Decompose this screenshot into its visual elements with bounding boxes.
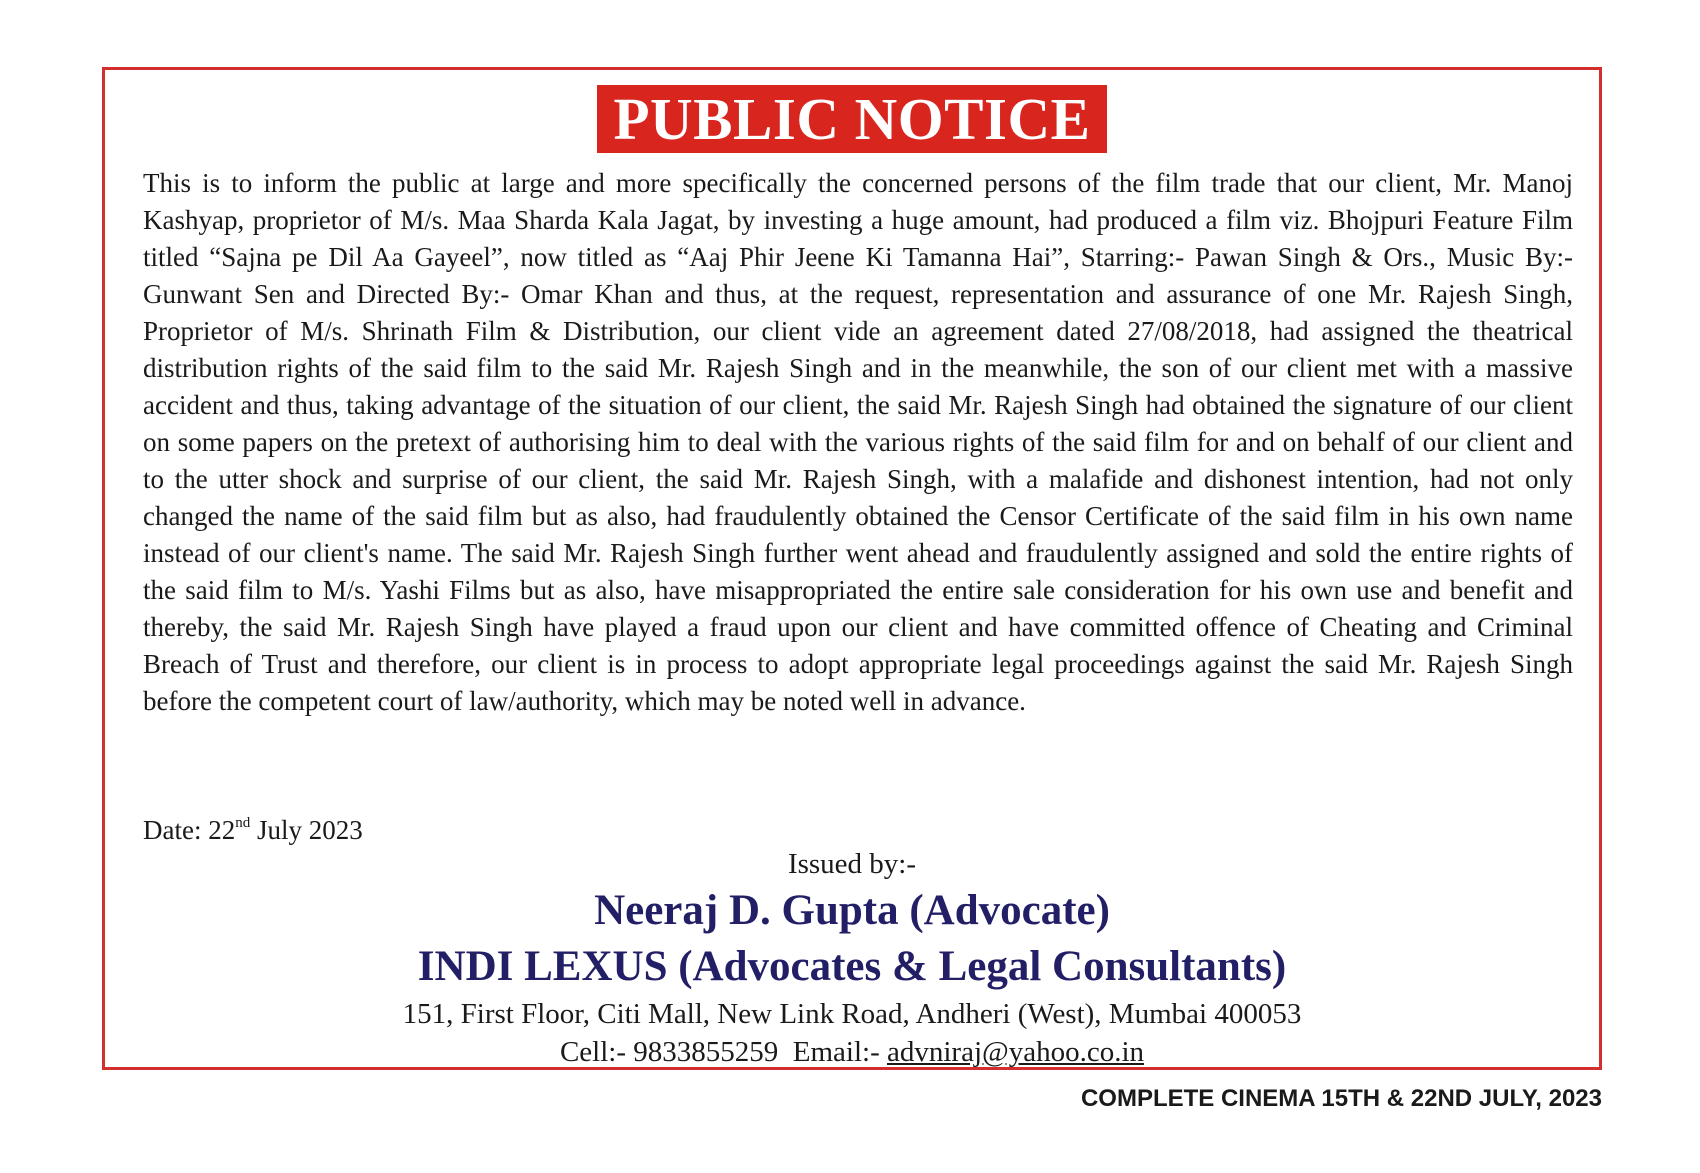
date-rest: July 2023: [250, 815, 363, 845]
notice-title: PUBLIC NOTICE: [597, 85, 1108, 153]
publication-caption: COMPLETE CINEMA 15TH & 22ND JULY, 2023: [1080, 1085, 1602, 1112]
firm-name: INDI LEXUS (Advocates & Legal Consultants): [417, 943, 1287, 990]
email-link[interactable]: advniraj@yahoo.co.in: [886, 1036, 1145, 1068]
notice-body: This is to inform the public at large and more specifically the concerned persons of the film trade that our client, Mr. Manoj Kashyap, proprietor of M/s. Maa Sharda Kala Jagat, by investing a huge amount, had produced a film viz. Bhojpuri Feature Film titled “Sajna pe Dil Aa Gayeel”, now titled as “Aaj Phir Jeene Ki Tamanna Hai”, Starring:- Pawan Singh & Ors., Music By:- Gunwant Sen and Directed By:- Omar Khan and thus, at the request, representation and assurance of one Mr. Rajesh Singh, Proprietor of M/s. Shrinath Film & Distribution, our client vide an agreement dated 27/08/2018, had assigned the theatrical distribution rights of the said film to the said Mr. Rajesh Singh and in the meanwhile, the son of our client met with a massive accident and thus, taking advantage of the situation of our client, the said Mr. Rajesh Singh had obtained the signature of our client on some papers on the pretext of authorising him to deal with the various rights of the said film for and on behalf of our client and to the utter shock and surprise of our client, the said Mr. Rajesh Singh, with a malafide and dishonest intention, had not only changed the name of the said film but as also, had fraudulently obtained the Censor Certificate of the said film in his own name instead of our client's name. The said Mr. Rajesh Singh further went ahead and fraudulently assigned and sold the entire rights of the said film to M/s. Yashi Films but as also, have misappropriated the entire sale consideration for his own use and benefit and thereby, the said Mr. Rajesh Singh have played a fraud upon our client and have committed offence of Cheating and Criminal Breach of Trust and therefore, our client is in process to adopt appropriate legal proceedings against the said Mr. Rajesh Singh before the competent court of law/authority, which may be noted well in advance.: [143, 168, 1573, 716]
issuer-contact: [105, 1033, 1599, 1071]
date-prefix: Date: 22: [143, 815, 236, 845]
advocate-name: Neeraj D. Gupta (Advocate): [594, 887, 1110, 934]
title-wrap: [105, 85, 1599, 153]
date-ordinal: nd: [235, 815, 251, 831]
issued-by-label: Issued by:-: [787, 848, 917, 880]
notice-date: [143, 805, 363, 849]
issuer-address: 151, First Floor, Citi Mall, New Link Road, Andheri (West), Mumbai 400053: [402, 998, 1302, 1030]
issuer-block: [105, 845, 1599, 1071]
cell-label: Cell:- 9833855259 Email:-: [559, 1036, 887, 1068]
notice-frame: [102, 67, 1602, 1070]
